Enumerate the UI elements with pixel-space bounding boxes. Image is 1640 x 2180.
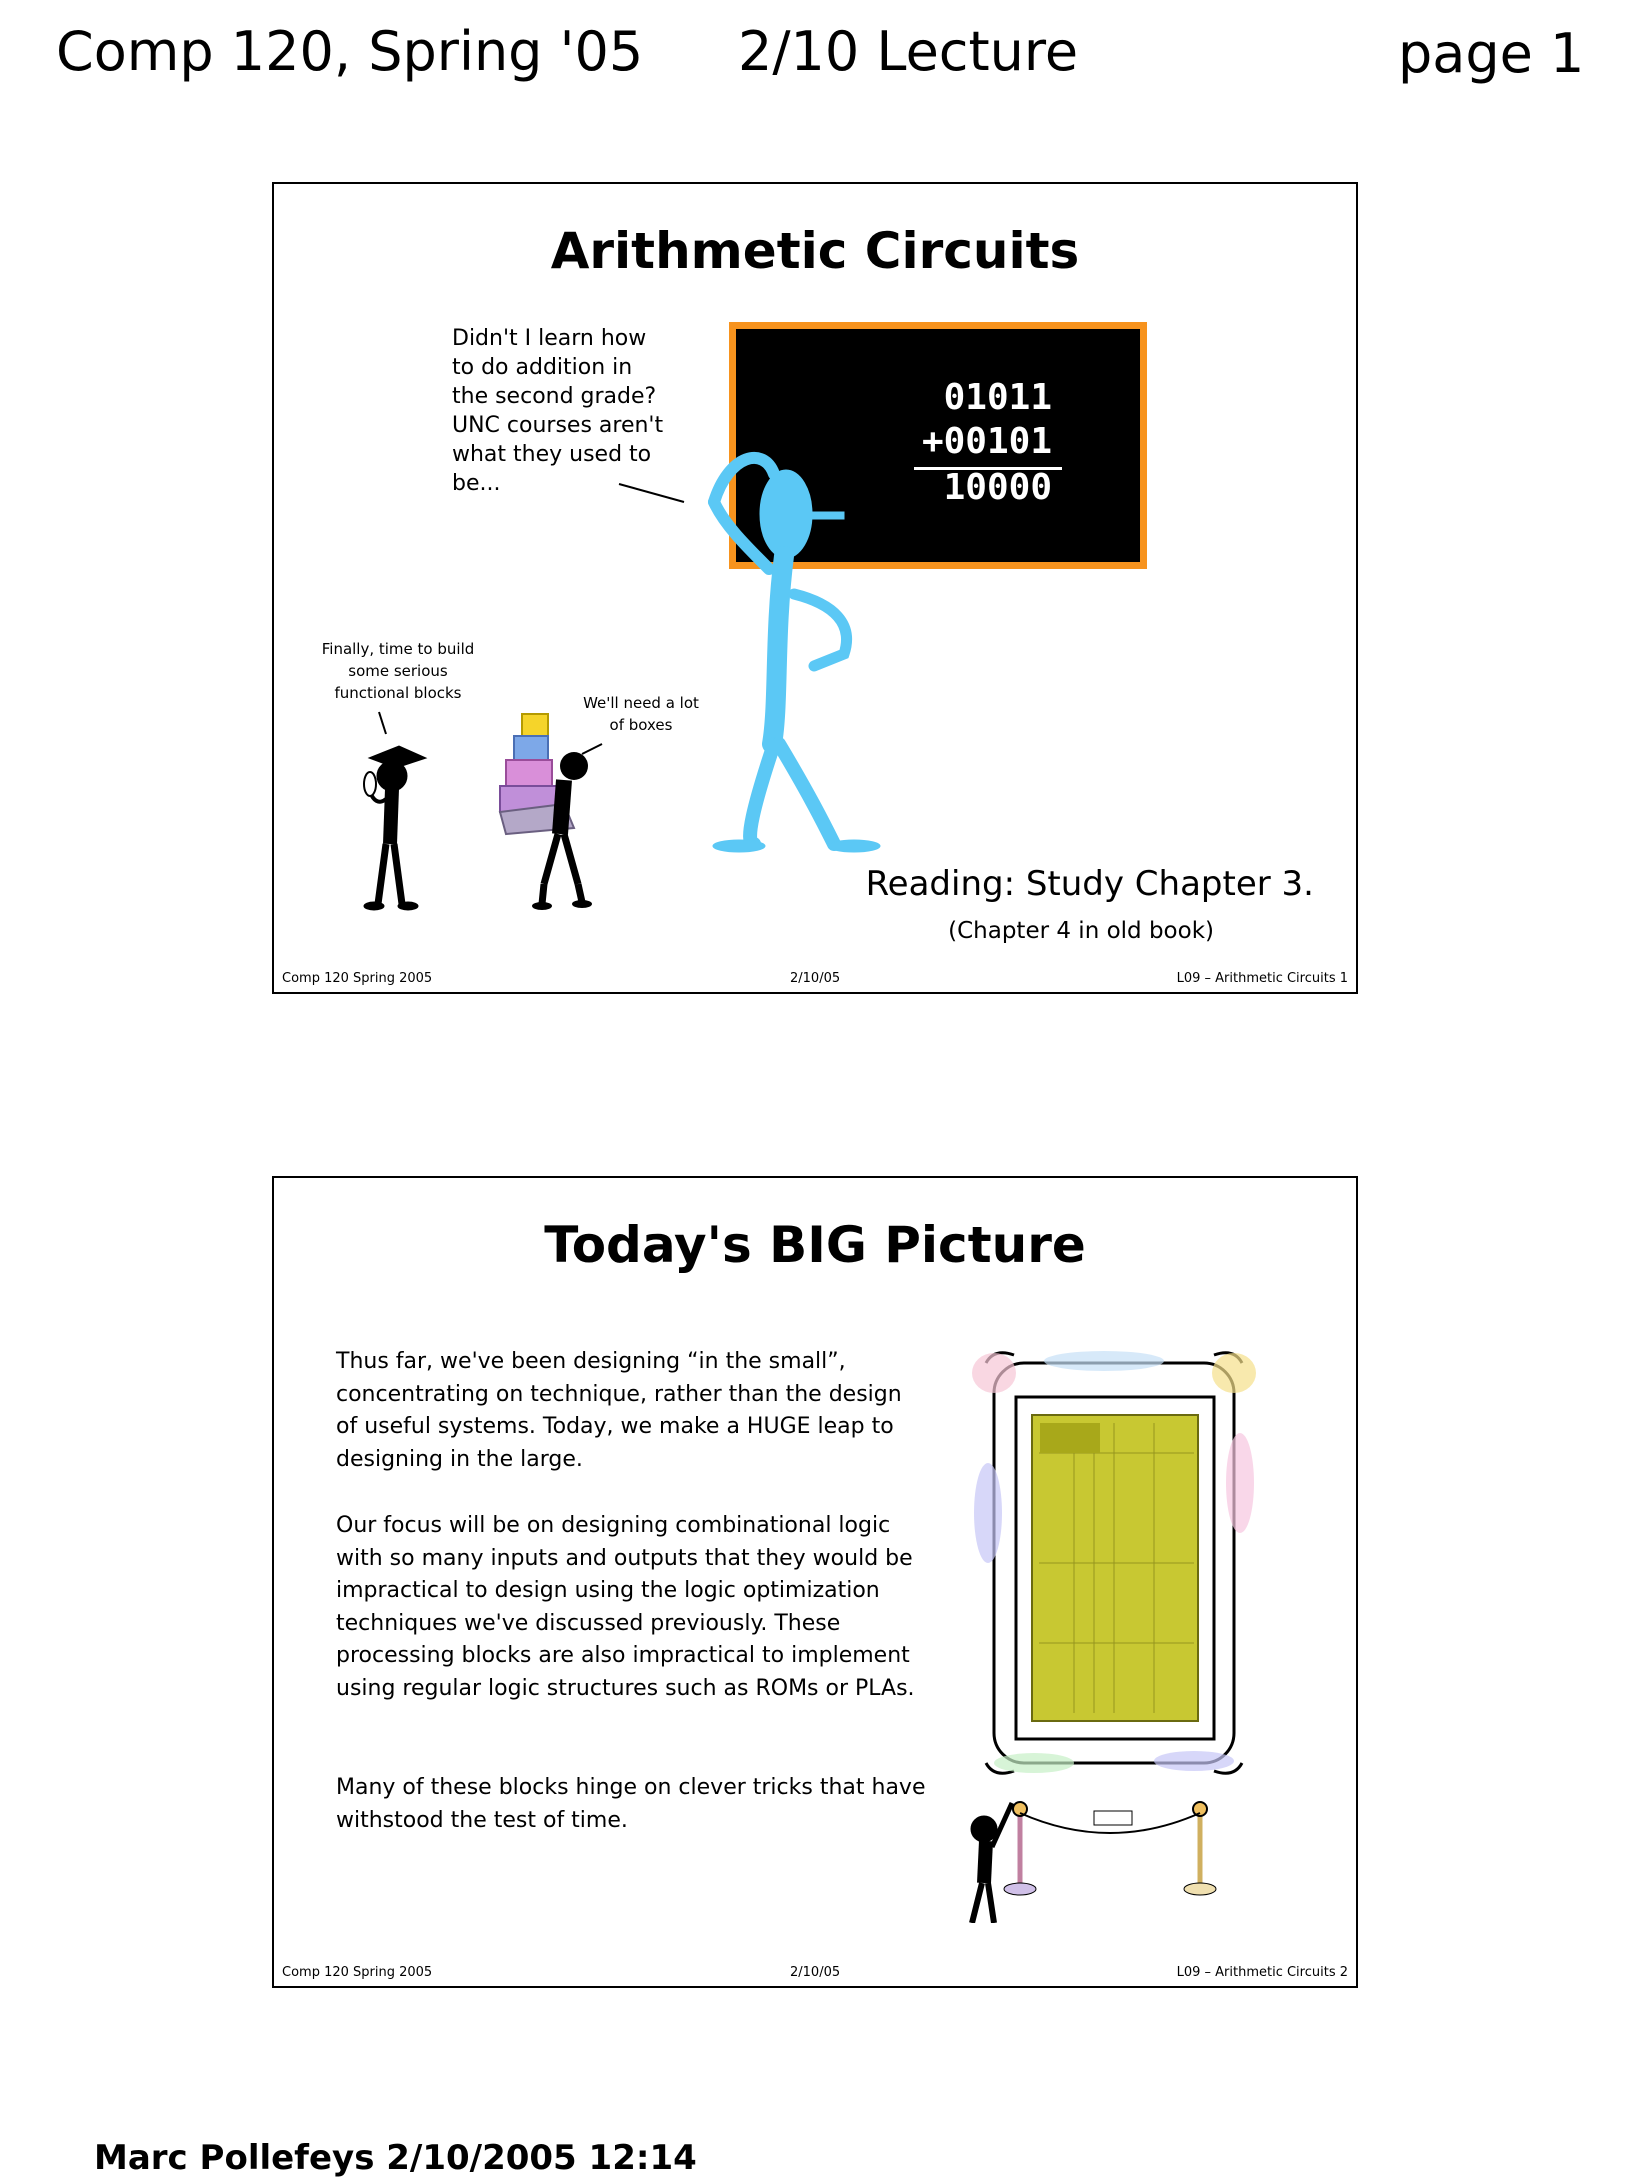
footer-author-timestamp: Marc Pollefeys 2/10/2005 12:14 (94, 2138, 697, 2178)
paragraph-1: Thus far, we've been designing “in the small”, concentrating on technique, rather than the design of useful systems. Today, we make a HUGE leap to designing in the large. (336, 1349, 902, 1472)
header-course: Comp 120, Spring '05 (56, 20, 644, 83)
slide-2-footer-right: L09 – Arithmetic Circuits 2 (1176, 1965, 1348, 1980)
header-page: page 1 (1398, 22, 1585, 85)
reading-note: (Chapter 4 in old book) (948, 918, 1214, 944)
addend-2: +00101 (921, 421, 1052, 462)
slide-2 (272, 1176, 1358, 1988)
speech-bubble-boxes: We'll need a lot of boxes (583, 694, 699, 734)
speech-bubble-graduate: Finally, time to build some serious functional blocks (321, 640, 475, 702)
box-carrier-figure (500, 714, 602, 910)
slide-1-footer-center: 2/10/05 (790, 971, 841, 986)
sum-result: 10000 (943, 467, 1052, 508)
slide-1-footer-left: Comp 120 Spring 2005 (282, 971, 433, 986)
slide-2-title: Today's BIG Picture (544, 1216, 1086, 1274)
paragraph-3: Many of these blocks hinge on clever tricks that have withstood the test of time. (336, 1775, 926, 1833)
framed-chip-illustration (954, 1343, 1274, 1923)
slide-1 (272, 182, 1358, 994)
reading-assignment: Reading: Study Chapter 3. (865, 864, 1314, 904)
paragraph-2: Our focus will be on designing combinational logic with so many inputs and outputs that they would be impractical to design using the logic optimization techniques we've discussed previously. These processing blocks are also impractical to implement using regular logic structures such as ROMs or PLAs. (336, 1513, 915, 1701)
slide-1-title: Arithmetic Circuits (550, 222, 1080, 280)
header-lecture: 2/10 Lecture (738, 20, 1079, 83)
slide-1-footer-right: L09 – Arithmetic Circuits 1 (1176, 971, 1348, 986)
confused-student-figure (713, 458, 880, 852)
slide-2-footer-left: Comp 120 Spring 2005 (282, 1965, 433, 1980)
addend-1: 01011 (943, 377, 1052, 418)
speech-bubble-main: Didn't I learn how to do addition in the second grade? UNC courses aren't what they used to be... (452, 326, 664, 496)
slide-2-footer-center: 2/10/05 (790, 1965, 841, 1980)
graduate-figure (364, 712, 426, 910)
